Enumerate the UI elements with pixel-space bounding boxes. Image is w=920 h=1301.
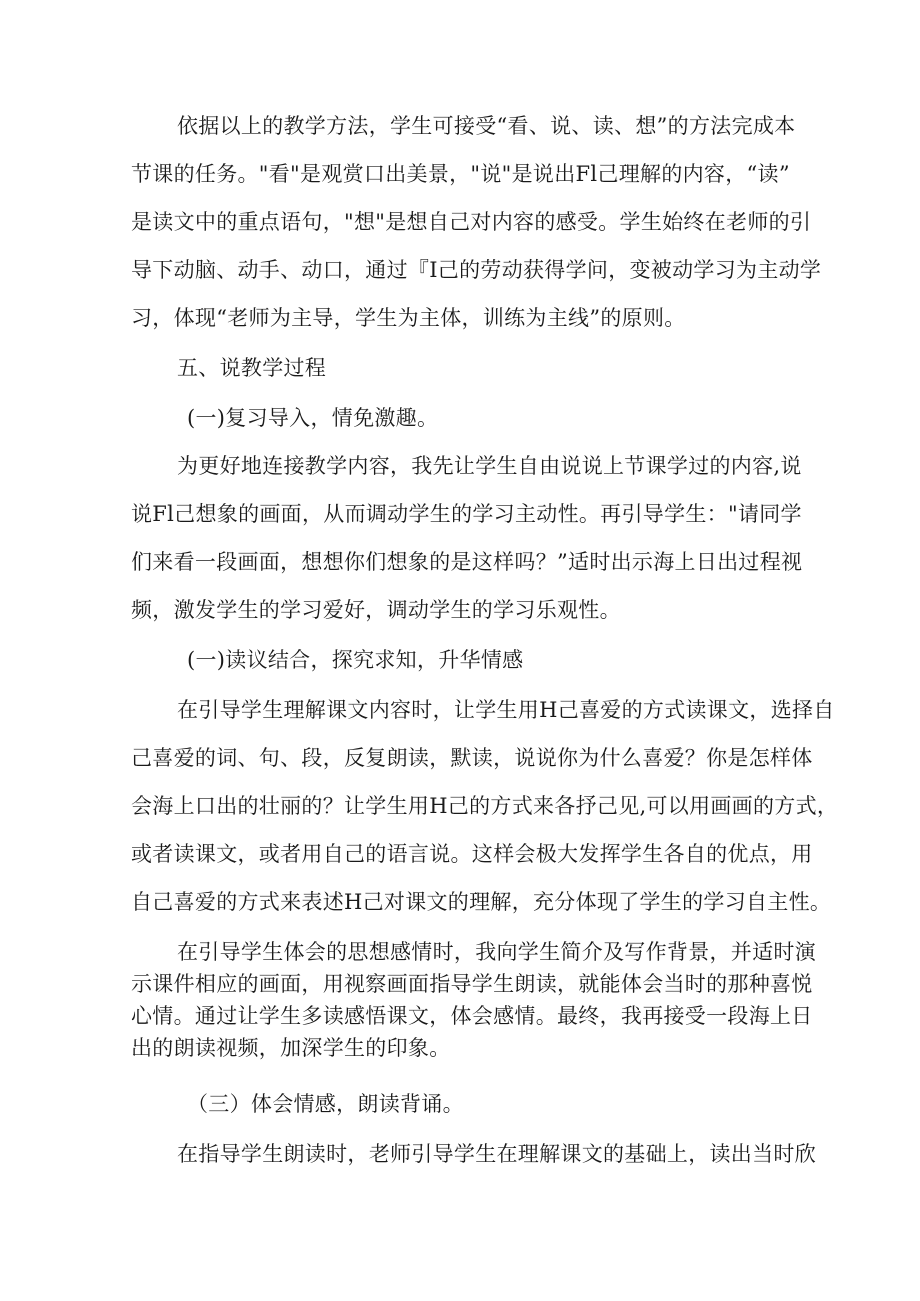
section-heading-teaching-process: 五、说教学过程	[177, 356, 327, 380]
subheading-experience-recite: （三）体会情感，朗读背诵。	[187, 1092, 464, 1116]
paragraph-review-line-4: 频，激发学生的学习爱好，调动学生的学习乐观性。	[131, 598, 621, 622]
paragraph-method-line-5: 习，体现“老师为主导，学生为主体，训练为主线”的原则。	[131, 306, 686, 330]
paragraph-reading-line-5: 自己喜爱的方式来表述H己对课文的理解，充分体现了学生的学习自主性。	[131, 890, 832, 914]
paragraph-reading-line-3: 会海上口出的壮丽的？让学生用H己的方式来各抒己见,可以用画画的方式，	[131, 794, 839, 818]
paragraph-method-line-4: 导下动脑、动手、动口，通过『I己的劳动获得学问，变被动学习为主动学	[131, 258, 822, 282]
paragraph-feeling-line-4: 出的朗读视频，加深学生的印象。	[131, 1036, 451, 1060]
paragraph-guidance-line-1: 在指导学生朗读时，老师引导学生在理解课文的基础上，读出当时欣	[177, 1142, 816, 1166]
paragraph-reading-line-2: 己喜爱的词、句、段，反复朗读，默读，说说你为什么喜爱？你是怎样体	[131, 746, 813, 770]
paragraph-method-line-3: 是读文中的重点语句，"想"是想自己对内容的感受。学生始终在老师的引	[131, 210, 812, 234]
paragraph-method-line-2: 节课的任务。"看"是观赏口出美景，"说"是说出Fl己理解的内容，“读”	[131, 162, 790, 186]
paragraph-feeling-line-3: 心情。通过让学生多读感悟课文，体会感情。最终，我再接受一段海上日	[131, 1004, 813, 1028]
paragraph-feeling-line-2: 示课件相应的画面，用视察画面指导学生朗读，就能体会当时的那种喜悦	[131, 972, 813, 996]
paragraph-review-line-2: 说Fl己想象的画面，从而调动学生的学习主动性。再引导学生："请同学	[131, 502, 802, 526]
subheading-reading-discussion: (一)读议结合，探究求知，升华情感	[187, 648, 524, 672]
paragraph-reading-line-4: 或者读课文，或者用自己的语言说。这样会极大发挥学生各自的优点，用	[131, 842, 813, 866]
paragraph-reading-line-1: 在引导学生理解课文内容时，让学生用H己喜爱的方式读课文，选择自	[177, 698, 835, 722]
paragraph-feeling-line-1: 在引导学生体会的思想感情时，我向学生简介及写作背景，并适时演	[177, 940, 816, 964]
subheading-review-intro: (一)复习导入，情免激趣。	[187, 406, 439, 430]
paragraph-review-line-3: 们来看一段画面，想想你们想象的是这样吗？”适时出示海上日出过程视	[131, 550, 803, 574]
paragraph-method-line-1: 依据以上的教学方法，学生可接受“看、说、读、想”的方法完成本	[177, 114, 796, 138]
paragraph-review-line-1: 为更好地连接教学内容，我先让学生自由说说上节课学过的内容,说	[177, 454, 802, 478]
